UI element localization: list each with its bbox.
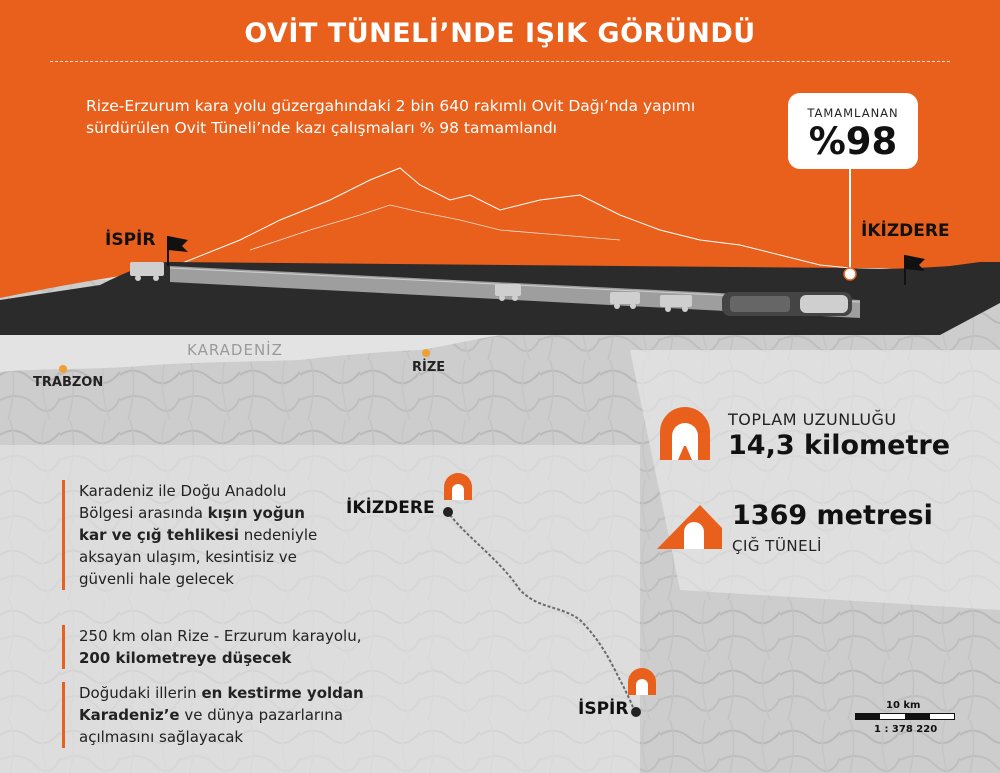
completion-value: %98	[808, 120, 898, 163]
avalanche-value: 1369 metresi	[732, 500, 933, 531]
map-label-ispir: İSPİR	[578, 699, 629, 719]
scale-bar	[855, 713, 955, 720]
callout-dot	[844, 268, 856, 280]
right-info-panel	[630, 350, 1000, 610]
length-title: TOPLAM UZUNLUĞU	[728, 410, 897, 429]
map-dot-ikizdere	[443, 507, 453, 517]
bullet-item: Doğudaki illerin en kestirme yoldan Karadeniz’e ve dünya pazarlarına açılmasını sağlayacak	[62, 682, 379, 748]
map-label-ikizdere: İKİZDERE	[346, 498, 435, 518]
intro-text: Rize-Erzurum kara yolu güzergahındaki 2 bin 640 rakımlı Ovit Dağı’nda yapımı sürdürülen Ovit Tüneli’nde kazı çalışmaları % 98 tamamlandı	[86, 97, 696, 137]
avalanche-title: ÇIĞ TÜNELİ	[732, 537, 822, 555]
tunnel-icon	[628, 668, 656, 695]
profile-label-ikizdere: İKİZDERE	[861, 221, 950, 241]
page-title: OVİT TÜNELİ’NDE IŞIK GÖRÜNDÜ	[244, 18, 756, 49]
completion-label: TAMAMLANAN	[807, 106, 899, 120]
tunnel-boring-machine-icon	[722, 292, 852, 316]
city-dot-rize	[422, 349, 430, 357]
city-dot-trabzon	[59, 365, 67, 373]
bullet-item: 250 km olan Rize - Erzurum karayolu, 200 kilometreye düşecek	[62, 625, 389, 669]
tunnel-icon	[660, 407, 710, 460]
scale-ratio: 1 : 378 220	[874, 724, 938, 735]
city-label-rize: RİZE	[412, 360, 446, 375]
sea-label: KARADENİZ	[187, 341, 283, 359]
city-label-trabzon: TRABZON	[33, 375, 104, 390]
bullet-item: Karadeniz ile Doğu Anadolu Bölgesi arasında kışın yoğun kar ve çığ tehlikesi nedeniyle aksayan ulaşım, kesintisiz ve güvenli hale gelecek	[62, 480, 319, 590]
tunnel-icon	[444, 473, 472, 500]
map-dot-ispir	[631, 707, 641, 717]
length-value: 14,3 kilometre	[728, 430, 951, 461]
completion-box	[788, 93, 918, 169]
scale-distance: 10 km	[886, 700, 921, 711]
title-divider	[50, 61, 950, 62]
profile-label-ispir: İSPİR	[105, 230, 156, 250]
